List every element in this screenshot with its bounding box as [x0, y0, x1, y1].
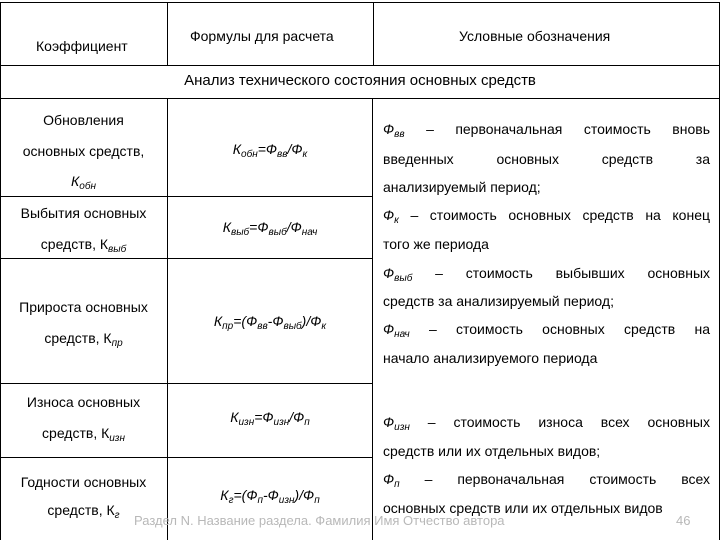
- formula-part: к: [321, 321, 327, 332]
- formula-part: изн: [273, 417, 290, 428]
- formula-part: выб: [283, 321, 302, 332]
- formula-part: п: [257, 495, 263, 506]
- row4-formula: [168, 408, 372, 426]
- formula-part: пр: [222, 321, 234, 332]
- note-fnach-line2: начало анализируемого периода: [383, 350, 598, 366]
- row3-name-line1: Прироста основных: [19, 299, 148, 315]
- formula-part: )/Ф: [294, 487, 315, 503]
- row-border-2: [0, 258, 372, 259]
- note-fvv-line1: $Ф_{вв}$ – первоначальная стоимость вновь: [383, 121, 710, 140]
- page-number: 46: [676, 513, 691, 528]
- header-bottom-border: [0, 65, 720, 66]
- formula-part: =Ф: [249, 219, 269, 235]
- formula-part: =Ф: [254, 409, 274, 425]
- formula-part: изн: [238, 417, 255, 428]
- formula-part: К: [232, 141, 242, 157]
- row5-name-line2: средств, $К_г$: [47, 502, 120, 521]
- header-notation: Условные обозначения: [459, 28, 611, 44]
- formula-part: /Ф: [287, 141, 303, 157]
- note-fizn-line2: средств или их отдельных видов;: [383, 443, 601, 459]
- formula-part: изн: [278, 495, 295, 506]
- formula-part: г: [228, 495, 234, 506]
- row5-formula: [168, 486, 372, 504]
- formula-part: =(Ф: [233, 313, 258, 329]
- section-bottom-border: [0, 98, 720, 99]
- formula-part: -Ф: [267, 313, 284, 329]
- row-border-4: [0, 457, 372, 458]
- row1-name-line1: Обновления: [43, 112, 124, 128]
- footer-text: Раздел N. Название раздела. Фамилия Имя Отчество автора: [134, 513, 505, 528]
- formula-part: к: [302, 149, 308, 160]
- formula-part: нач: [301, 227, 318, 238]
- note-fk-line2: того же периода: [383, 236, 489, 252]
- row4-name-line1: Износа основных: [26, 394, 141, 410]
- header-formulas: Формулы для расчета: [190, 28, 334, 44]
- formula-part: /Ф: [289, 409, 305, 425]
- note-fvyb-line2: средств за анализируемый период;: [383, 293, 614, 309]
- header-coefficient: Коэффициент: [36, 38, 128, 54]
- row2-name-line1: Выбытия основных: [20, 205, 147, 221]
- formula-part: )/Ф: [301, 313, 322, 329]
- row4-name-line2: средств, $К_{изн}$: [42, 425, 125, 444]
- formula-part: =(Ф: [233, 487, 258, 503]
- formula-part: п: [314, 495, 320, 506]
- row2-formula: [168, 218, 372, 236]
- formula-part: -Ф: [262, 487, 279, 503]
- row1-name-line2: основных средств,: [22, 143, 145, 159]
- note-fnach-line1: $Ф_{нач}$ – стоимость основных средств на: [383, 321, 710, 340]
- note-fvyb-line1: $Ф_{выб}$ – стоимость выбывших основных: [383, 265, 710, 284]
- note-fp-line2: основных средств или их отдельных видов: [383, 500, 663, 516]
- formula-part: К: [222, 219, 231, 235]
- header-col-divider-1: [167, 2, 168, 65]
- formula-part: К: [213, 313, 223, 329]
- header-col-divider-2: [373, 2, 374, 65]
- row1-formula: [168, 140, 372, 158]
- formula-part: К: [220, 487, 229, 503]
- note-fk-line1: $Ф_к$ – стоимость основных средств на конец: [383, 207, 711, 226]
- row-border-1: [0, 196, 372, 197]
- row3-name-line2: средств, $К_{пр}$: [44, 330, 123, 349]
- formula-part: =Ф: [257, 141, 278, 157]
- section-title: Анализ технического состояния основных средств: [184, 72, 536, 89]
- formula-part: п: [304, 417, 310, 428]
- row3-formula: [168, 312, 372, 330]
- col-divider-2: [372, 98, 373, 540]
- formula-part: выб: [230, 227, 250, 238]
- row-border-3: [0, 383, 372, 384]
- formula-part: выб: [268, 227, 287, 238]
- note-fizn-line1: $Ф_{изн}$ – стоимость износа всех основных: [383, 414, 710, 433]
- row2-name-line2: средств, $К_{выб}$: [40, 236, 127, 255]
- note-fp-line1: $Ф_п$ – первоначальная стоимость всех: [383, 471, 710, 490]
- row5-name-line1: Годности основных: [20, 474, 147, 490]
- formula-part: вв: [277, 149, 288, 160]
- formula-part: К: [230, 409, 239, 425]
- formula-part: /Ф: [286, 219, 302, 235]
- row1-symbol: $К_{обн}$: [71, 173, 96, 192]
- formula-part: обн: [241, 149, 258, 160]
- note-fvv-line2: введенных основных средств за: [383, 151, 710, 167]
- table-top-border: [0, 2, 720, 3]
- note-fvv-line3: анализируемый период;: [383, 179, 541, 195]
- formula-part: вв: [257, 321, 268, 332]
